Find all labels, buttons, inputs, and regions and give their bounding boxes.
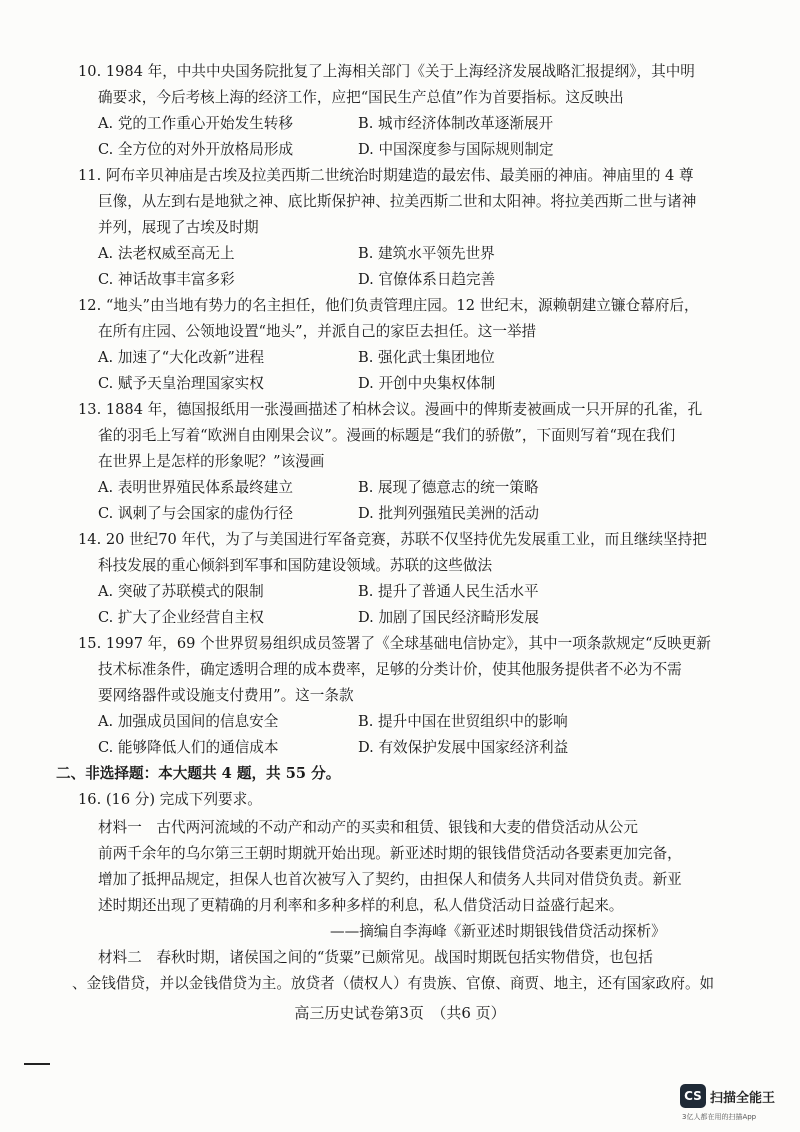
option-b: B. 建筑水平领先世界 bbox=[358, 245, 495, 262]
question-stem-line: 在所有庄园、公领地设置“地头”，并派自己的家臣去担任。这一举措 bbox=[98, 323, 537, 340]
option-a: A. 表明世界殖民体系最终建立 bbox=[98, 479, 293, 496]
question-stem-line: 12. “地头”由当地有势力的名主担任，他们负责管理庄园。12 世纪末，源赖朝建立镰仓幕府后， bbox=[78, 297, 699, 314]
question-stem-line: 雀的羽毛上写着“欧洲自由刚果会议”。漫画的标题是“我们的骄傲”，下面则写着“现在我们 bbox=[98, 427, 676, 444]
question-stem-line: 11. 阿布辛贝神庙是古埃及拉美西斯二世统治时期建造的最宏伟、最美丽的神庙。神庙里的 4 尊 bbox=[78, 167, 694, 184]
question-intro: 16. (16 分) 完成下列要求。 bbox=[78, 791, 262, 808]
option-c: C. 扩大了企业经营自主权 bbox=[98, 609, 264, 626]
question-stem-line: 确要求，今后考核上海的经济工作，应把“国民生产总值”作为首要指标。这反映出 bbox=[98, 89, 624, 106]
option-b: B. 城市经济体制改革逐渐展开 bbox=[358, 115, 554, 132]
material-line: 前两千余年的乌尔第三王朝时期就开始出现。新亚述时期的银钱借贷活动各要素更加完备， bbox=[98, 845, 682, 862]
material-source: ——摘编自李海峰《新亚述时期银钱借贷活动探析》 bbox=[330, 923, 666, 940]
option-c: C. 神话故事丰富多彩 bbox=[98, 271, 235, 288]
question-stem-line: 并列，展现了古埃及时期 bbox=[98, 219, 259, 236]
scanner-watermark bbox=[680, 1084, 795, 1124]
option-c: C. 赋予天皇治理国家实权 bbox=[98, 375, 264, 392]
option-b: B. 展现了德意志的统一策略 bbox=[358, 479, 539, 496]
option-c: C. 全方位的对外开放格局形成 bbox=[98, 141, 294, 158]
section-heading: 二、非选择题：本大题共 4 题，共 55 分。 bbox=[56, 765, 341, 782]
option-a: A. 党的工作重心开始发生转移 bbox=[98, 115, 293, 132]
option-d: D. 中国深度参与国际规则制定 bbox=[358, 141, 554, 158]
material-line: 材料二 春秋时期，诸侯国之间的“货粟”已颇常见。战国时期既包括实物借贷，也包括 bbox=[98, 949, 653, 966]
option-a: A. 突破了苏联模式的限制 bbox=[98, 583, 264, 600]
question-stem-line: 在世界上是怎样的形象呢？”该漫画 bbox=[98, 453, 325, 470]
watermark-name: 扫描全能王 bbox=[710, 1091, 776, 1106]
material-line: 述时期还出现了更精确的月利率和多种多样的利息，私人借贷活动日益盛行起来。 bbox=[98, 897, 624, 914]
option-c: C. 讽刺了与会国家的虚伪行径 bbox=[98, 505, 294, 522]
material-line: 、金钱借贷，并以金钱借贷为主。放贷者（债权人）有贵族、官僚、商贾、地主，还有国家政府。如 bbox=[72, 975, 715, 992]
question-stem-line: 15. 1997 年，69 个世界贸易组织成员签署了《全球基础电信协定》，其中一项条款规定“反映更新 bbox=[78, 635, 711, 652]
option-d: D. 批判列强殖民美洲的活动 bbox=[358, 505, 539, 522]
option-a: A. 加强成员国间的信息安全 bbox=[98, 713, 279, 730]
option-a: A. 法老权威至高无上 bbox=[98, 245, 235, 262]
question-stem-line: 要网络器件或设施支付费用”。这一条款 bbox=[98, 687, 354, 704]
option-b: B. 提升中国在世贸组织中的影响 bbox=[358, 713, 568, 730]
option-d: D. 官僚体系日趋完善 bbox=[358, 271, 496, 288]
option-c: C. 能够降低人们的通信成本 bbox=[98, 739, 279, 756]
option-a: A. 加速了“大化改新”进程 bbox=[98, 349, 265, 366]
question-stem-line: 10. 1984 年，中共中央国务院批复了上海相关部门《关于上海经济发展战略汇报提纲》，其中明 bbox=[78, 63, 695, 80]
page-footer: 高三历史试卷第3页 （共6 页） bbox=[294, 1004, 506, 1022]
option-b: B. 提升了普通人民生活水平 bbox=[358, 583, 539, 600]
watermark-tagline: 3亿人都在用的扫描App bbox=[682, 1113, 757, 1121]
question-stem-line: 14. 20 世纪70 年代，为了与美国进行军备竞赛，苏联不仅坚持优先发展重工业，而且继续坚持把 bbox=[78, 531, 707, 548]
scan-edge-mark bbox=[24, 1063, 50, 1065]
question-stem-line: 13. 1884 年，德国报纸用一张漫画描述了柏林会议。漫画中的俾斯麦被画成一只开屏的孔雀，孔 bbox=[78, 401, 703, 418]
option-d: D. 加剧了国民经济畸形发展 bbox=[358, 609, 539, 626]
question-stem-line: 技术标准条件，确定透明合理的成本费率，足够的分类计价，使其他服务提供者不必为不需 bbox=[98, 661, 682, 678]
option-d: D. 有效保护发展中国家经济利益 bbox=[358, 739, 569, 756]
option-b: B. 强化武士集团地位 bbox=[358, 349, 495, 366]
question-stem-line: 科技发展的重心倾斜到军事和国防建设领域。苏联的这些做法 bbox=[98, 557, 493, 574]
material-line: 材料一 古代两河流域的不动产和动产的买卖和租赁、银钱和大麦的借贷活动从公元 bbox=[98, 819, 638, 836]
material-line: 增加了抵押品规定，担保人也首次被写入了契约，由担保人和债务人共同对借贷负责。新亚 bbox=[98, 871, 682, 888]
cs-logo-icon: CS bbox=[680, 1084, 706, 1108]
option-d: D. 开创中央集权体制 bbox=[358, 375, 496, 392]
question-stem-line: 巨像，从左到右是地狱之神、底比斯保护神、拉美西斯二世和太阳神。将拉美西斯二世与诸神 bbox=[98, 193, 697, 210]
